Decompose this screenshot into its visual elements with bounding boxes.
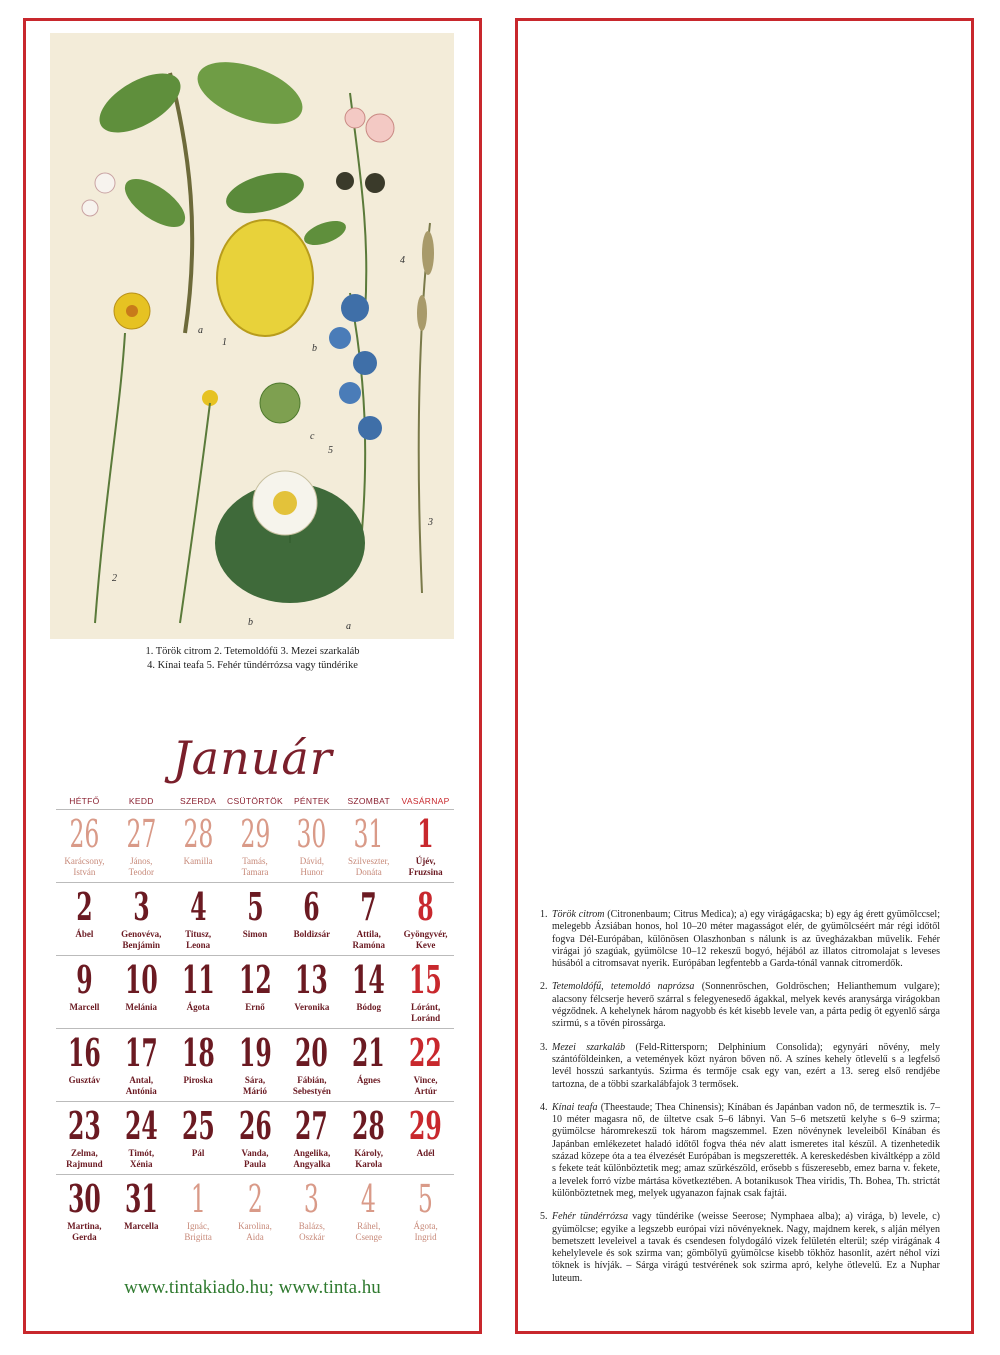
calendar-day-cell — [340, 810, 397, 882]
name-day: Genovéva, Benjámin — [121, 929, 162, 950]
calendar-day-cell — [227, 1102, 284, 1174]
calendar-day-cell — [397, 956, 454, 1028]
day-number: 8 — [417, 884, 434, 929]
note-paragraph — [540, 1042, 940, 1091]
name-day: Ignác, Brigitta — [184, 1221, 212, 1242]
day-number: 7 — [360, 884, 377, 929]
day-number: 24 — [124, 1103, 158, 1148]
day-number: 29 — [409, 1103, 442, 1148]
name-day: Karácsony, István — [64, 856, 105, 877]
day-number: 4 — [189, 884, 207, 929]
name-day: Zelma, Rajmund — [66, 1148, 103, 1169]
calendar-day-cell — [283, 1102, 340, 1174]
calendar-week-row — [56, 1029, 454, 1102]
note-body — [552, 909, 940, 970]
calendar-day-cell — [227, 1029, 284, 1101]
website-url[interactable]: www.tintakiado.hu; www.tinta.hu — [124, 1277, 381, 1298]
name-day: Boldizsár — [293, 929, 331, 939]
plate-label-4: 4 — [400, 255, 405, 266]
name-day: Adél — [416, 1148, 435, 1158]
note-text: (Citronenbaum; Citrus Medica); a) egy virágágacska; b) egy ág érett gyümölccsel; melegebb Ázsiában honos, hol 10–20 méter magasságot elér, de gyümölcséért már régi időtől fogva Dél-Európában, különösen Olaszhonban s nálunk is az üvegházakban művelik. Fehér virágai jó szagúak, gyümölcse 10–12 rekeszű bogyó, héjából az illatos citromolajat s leveses húsából a citromsavat nyerik. Európában legfentebb a Garda-tónál vannak citromerdők. — [552, 909, 940, 970]
calendar-day-cell — [170, 883, 227, 955]
name-day: Ágnes — [356, 1075, 381, 1085]
name-day: Gyöngyvér, Keve — [403, 929, 448, 950]
note-body — [552, 1102, 940, 1200]
day-number: 25 — [181, 1103, 215, 1148]
calendar-day-cell — [113, 1029, 170, 1101]
calendar-day-cell — [340, 956, 397, 1028]
plate-label-5b: b — [248, 617, 253, 628]
day-number: 29 — [240, 812, 270, 856]
day-number: 23 — [68, 1103, 101, 1148]
day-number: 5 — [418, 1177, 434, 1221]
calendar-day-cell — [56, 1029, 113, 1101]
day-number: 31 — [353, 812, 384, 856]
name-day: Martina, Gerda — [67, 1221, 102, 1242]
calendar-day-cell — [283, 1029, 340, 1101]
day-number: 1 — [190, 1177, 206, 1221]
name-day: Károly, Karola — [354, 1148, 384, 1169]
calendar-day-cell — [283, 810, 340, 882]
name-day: Ráhel, Csenge — [355, 1221, 382, 1242]
name-day: Timót, Xénia — [128, 1148, 155, 1169]
weekday-friday: PÉNTEK — [293, 796, 330, 806]
day-number: 22 — [409, 1030, 442, 1075]
calendar-day-cell — [227, 810, 284, 882]
day-number: 14 — [352, 957, 386, 1002]
name-day: János, Teodor — [128, 856, 154, 877]
name-day: Dávid, Hunor — [299, 856, 324, 877]
note-plant-name: Mezei szarkaláb — [552, 1041, 626, 1053]
day-number: 10 — [124, 957, 158, 1002]
name-day: Ábel — [75, 929, 94, 939]
day-number: 21 — [352, 1030, 386, 1075]
name-day: Pál — [191, 1148, 205, 1158]
calendar-day-cell — [113, 956, 170, 1028]
calendar-weeks — [56, 810, 454, 1247]
name-day: Marcella — [124, 1221, 159, 1231]
note-text: (Sonnenröschen, Goldröschen; Helianthemum vulgare); alacsony félcserje heverő szárral s felegyenesedő ágakkal, melyek kevés aranysárga virágokban végződnek. A kehelynek három nagyobb és két kisebb levele van, a párta pedig öt egyenlő sárga szirmú, s a tövén pirossárga. — [552, 981, 941, 1030]
calendar-page — [23, 18, 482, 1334]
calendar-day-cell — [283, 956, 340, 1028]
note-text: (Theestaude; Thea Chinensis); Kínában és Japánban vadon nő, de termesztik is. 7–10 méter magasra nő, de ültetve csak 5–6 lábnyi. Van 5–6 metszetű kelyhe s 6–9 szirma; gyümölcse háromrekeszű tok három magszemmel. Ezen növénynek leveleiből Kínában és Japánban emlékezetet haladó időtől fogva théa név alatt ismeretes ital készül. A tizenhetedik század közepe óta a tea élvezését Európában is megszerették. A kereskedésben kiváltképp a zöld s fekete teát különböztetik meg; amaz szürkészöld, erősebb s fűszeresebb, emez barna v. fekete, a levelek forró vízbe mártása következtében. A botanikusok Thea viridis, Th. Bohea, Th. strictát különböztetnek meg, melyek ugyanazon fajnak csak fajtái. — [552, 1101, 940, 1199]
calendar-day-cell — [340, 1029, 397, 1101]
day-number: 26 — [238, 1103, 272, 1148]
calendar-day-cell — [283, 883, 340, 955]
calendar-grid — [56, 793, 454, 1247]
weekday-monday: HÉTFŐ — [69, 796, 100, 806]
month-title: Január — [172, 731, 333, 785]
calendar-day-cell — [170, 956, 227, 1028]
name-day: Gusztáv — [68, 1075, 101, 1085]
name-day: Szilveszter, Donáta — [348, 856, 390, 877]
calendar-week-row — [56, 1102, 454, 1175]
calendar-week-row — [56, 956, 454, 1029]
note-paragraph — [540, 1102, 940, 1200]
day-number: 15 — [409, 957, 442, 1002]
plate-label-1: 1 — [222, 337, 227, 348]
calendar-day-cell — [227, 956, 284, 1028]
name-day: Balázs, Oszkár — [298, 1221, 325, 1242]
calendar-day-cell — [397, 1029, 454, 1101]
day-number: 9 — [76, 957, 93, 1002]
note-number: 4. — [540, 1101, 548, 1113]
name-day: Angelika, Angyalka — [293, 1148, 331, 1169]
calendar-day-cell — [397, 1102, 454, 1174]
name-day: Veronika — [294, 1002, 330, 1012]
name-day: Újév, Fruzsina — [408, 856, 443, 877]
weekday-header-row — [56, 793, 454, 810]
name-day: Tamás, Tamara — [241, 856, 269, 877]
day-number: 18 — [181, 1030, 215, 1075]
plate-label-5c: c — [310, 431, 315, 442]
calendar-day-cell — [170, 1102, 227, 1174]
plate-label-1b: b — [312, 343, 317, 354]
calendar-day-cell — [113, 810, 170, 882]
name-day: Ágota — [186, 1002, 210, 1012]
calendar-day-cell — [113, 883, 170, 955]
day-number: 2 — [247, 1177, 263, 1221]
name-day: Karolina, Aida — [238, 1221, 272, 1242]
note-paragraph — [540, 1211, 940, 1285]
day-number: 20 — [295, 1030, 329, 1075]
name-day: Attila, Ramóna — [352, 929, 385, 950]
calendar-day-cell — [340, 883, 397, 955]
plate-label-5: 5 — [328, 445, 333, 456]
note-plant-name: Tetemoldófű, tetemoldó naprózsa — [552, 981, 695, 993]
name-day: Ágota, Ingrid — [413, 1221, 438, 1242]
day-number: 30 — [68, 1176, 101, 1221]
day-number: 6 — [303, 884, 321, 929]
plate-label-2: 2 — [112, 573, 117, 584]
calendar-day-cell — [113, 1102, 170, 1174]
plate-caption — [26, 645, 479, 673]
calendar-day-cell — [397, 883, 454, 955]
note-paragraph — [540, 981, 940, 1030]
weekday-tuesday: KEDD — [128, 796, 154, 806]
name-day: Melánia — [125, 1002, 158, 1012]
calendar-day-cell — [56, 883, 113, 955]
note-paragraph — [540, 909, 940, 970]
botanical-illustration — [50, 33, 454, 639]
day-number: 1 — [417, 811, 434, 856]
caption-line-1: 1. Török citrom 2. Tetemoldófű 3. Mezei szarkaláb — [145, 646, 360, 657]
calendar-week-row — [56, 883, 454, 956]
note-plant-name: Kínai teafa — [552, 1101, 598, 1113]
calendar-day-cell — [340, 1102, 397, 1174]
note-plant-name: Fehér tündérrózsa — [552, 1211, 628, 1223]
note-number: 2. — [540, 981, 548, 993]
calendar-week-row — [56, 810, 454, 883]
day-number: 30 — [296, 812, 327, 856]
day-number: 27 — [126, 812, 157, 856]
day-number: 4 — [361, 1177, 377, 1221]
day-number: 17 — [124, 1030, 158, 1075]
weekday-saturday: SZOMBAT — [347, 796, 390, 806]
calendar-day-cell — [227, 883, 284, 955]
calendar-day-cell — [227, 1175, 284, 1247]
note-body — [552, 981, 940, 1030]
day-number: 31 — [124, 1176, 158, 1221]
calendar-day-cell — [397, 810, 454, 882]
name-day: Titusz, Leona — [185, 929, 212, 950]
name-day: Ernő — [245, 1002, 265, 1012]
name-day: Simon — [242, 929, 268, 939]
day-number: 27 — [295, 1103, 329, 1148]
day-number: 3 — [304, 1177, 320, 1221]
note-body — [552, 1211, 940, 1285]
name-day: Fábián, Sebestyén — [292, 1075, 331, 1096]
calendar-day-cell — [56, 956, 113, 1028]
calendar-day-cell — [56, 1102, 113, 1174]
calendar-day-cell — [56, 1175, 113, 1247]
day-number: 2 — [76, 884, 93, 929]
day-number: 12 — [238, 957, 272, 1002]
name-day: Piroska — [183, 1075, 213, 1085]
note-body — [552, 1042, 940, 1091]
name-day: Kamilla — [183, 856, 213, 866]
day-number: 16 — [68, 1030, 101, 1075]
day-number: 5 — [246, 884, 264, 929]
notes-page — [515, 18, 974, 1334]
plate-label-3: 3 — [428, 517, 433, 528]
name-day: Bódog — [356, 1002, 381, 1012]
day-number: 13 — [295, 957, 329, 1002]
calendar-day-cell — [340, 1175, 397, 1247]
calendar-week-row — [56, 1175, 454, 1247]
weekday-wednesday: SZERDA — [180, 796, 217, 806]
calendar-day-cell — [397, 1175, 454, 1247]
note-plant-name: Török citrom — [552, 909, 605, 920]
botanical-plate — [50, 33, 454, 639]
calendar-day-cell — [283, 1175, 340, 1247]
day-number: 28 — [183, 812, 214, 856]
day-number: 26 — [69, 812, 100, 856]
note-text: (Feld-Rittersporn; Delphinium Consolida); egynyári növény, mely szántóföldeinken, a vetemények közt nyáron bőven nő. A színes kehely ötlevelű s a legfelső levél hosszú sarkantyús. Szirma és termője csak egy van, ezért a 13. sereg első rendjébe tartozna, de a többi szarkalábfajok 3 termősek. — [552, 1041, 940, 1090]
name-day: Marcell — [69, 1002, 100, 1012]
calendar-day-cell — [113, 1175, 170, 1247]
calendar-day-cell — [170, 1175, 227, 1247]
calendar-day-cell — [56, 810, 113, 882]
day-number: 3 — [133, 884, 150, 929]
name-day: Vince, Artúr — [413, 1075, 438, 1096]
name-day: Lóránt, Loránd — [410, 1002, 441, 1023]
note-number: 5. — [540, 1211, 548, 1223]
plate-label-5a: a — [346, 621, 351, 632]
day-number: 11 — [181, 957, 215, 1002]
note-number: 3. — [540, 1041, 548, 1053]
name-day: Antal, Antónia — [125, 1075, 157, 1096]
name-day: Sára, Márió — [243, 1075, 267, 1096]
day-number: 19 — [238, 1030, 272, 1075]
day-number: 28 — [352, 1103, 386, 1148]
caption-line-2: 4. Kínai teafa 5. Fehér tündérrózsa vagy tündérike — [147, 660, 358, 671]
plate-label-1a: a — [198, 325, 203, 336]
calendar-day-cell — [170, 1029, 227, 1101]
calendar-day-cell — [170, 810, 227, 882]
name-day: Vanda, Paula — [241, 1148, 269, 1169]
note-text: vagy tündérike (weisse Seerose; Nymphaea alba); a) virága, b) levele, c) gyümölcse; egyike a legszebb európai vízi növényeknek. Nagy, majdnem kerek, s alján mélyen bemetszett leveleivel a tavak és csendesen folydogáló vizek felületén elterül; szép virágának 4 kehelylevele és sok szirma van; gömbölyű gyümölcse kisebb tökhöz hasonlít, azért néhol vízi töknek is hívják. – Sárga virágú testvérének sok szirma apró, kelyhe ötlevelű. Ez a Nuphar luteum. — [552, 1211, 940, 1284]
plant-notes — [540, 909, 940, 1296]
weekday-sunday: VASÁRNAP — [401, 796, 450, 806]
note-number: 1. — [540, 909, 548, 920]
weekday-thursday: CSÜTÖRTÖK — [227, 796, 283, 806]
